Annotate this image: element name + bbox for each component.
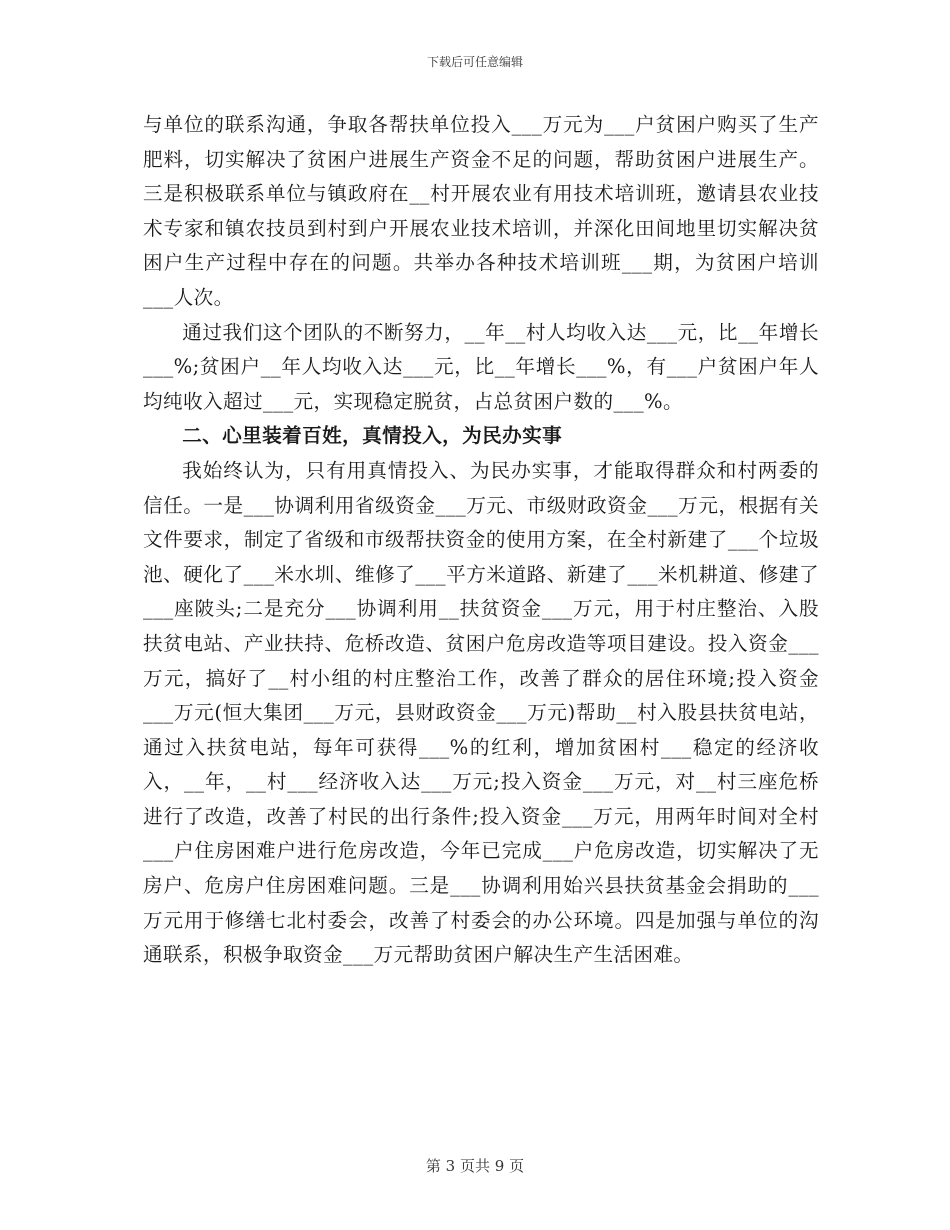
- page-footer: 第 3 页共 9 页: [425, 1157, 525, 1175]
- paragraph-continuation: 与单位的联系沟通，争取各帮扶单位投入___万元为___户贫困户购买了生产肥料，切实解决了贫困户进展生产资金不足的问题，帮助贫困户进展生产。三是积极联系单位与镇政府在__村开展农业有用技术培训班，邀请县农业技术专家和镇农技员到村到户开展农业技术培训，并深化田间地里切实解决贫困户生产过程中存在的问题。共举办各种技术培训班___期，为贫困户培训___人次。: [143, 113, 819, 309]
- page-header: 下载后可任意编辑: [426, 55, 523, 69]
- paragraph-income-results: 通过我们这个团队的不断努力，__年__村人均收入达___元，比__年增长___%;贫困户__年人均收入达___元，比__年增长___%，有___户贫困户年人均纯收入超过___元，实现稳定脱贫，占总贫困户数的___%。: [143, 320, 819, 413]
- section-heading: 二、心里装着百姓，真情投入，为民办实事: [182, 424, 563, 448]
- document-body: [143, 108, 819, 973]
- paragraph-projects: 我始终认为，只有用真情投入、为民办实事，才能取得群众和村两委的信任。一是___协调利用省级资金___万元、市级财政资金___万元，根据有关文件要求，制定了省级和市级帮扶资金的使用方案，在全村新建了___个垃圾池、硬化了___米水圳、维修了___平方米道路、新建了___米机耕道、修建了___座陂头;二是充分___协调利用__扶贫资金___万元，用于村庄整治、入股扶贫电站、产业扶持、危桥改造、贫困户危房改造等项目建设。投入资金___万元，搞好了__村小组的村庄整治工作，改善了群众的居住环境;投入资金___万元(恒大集团___万元，县财政资金___万元)帮助__村入股县扶贫电站，通过入扶贫电站，每年可获得___%的红利，增加贫困村___稳定的经济收入，__年，__村___经济收入达___万元;投入资金___万元，对__村三座危桥进行了改造，改善了村民的出行条件;投入资金___万元，用两年时间对全村___户住房困难户进行危房改造，今年已完成___户危房改造，切实解决了无房户、危房户住房困难问题。三是___协调利用始兴县扶贫基金会捐助的___万元用于修缮七北村委会，改善了村委会的办公环境。四是加强与单位的沟通联系，积极争取资金___万元帮助贫困户解决生产生活困难。: [143, 458, 819, 967]
